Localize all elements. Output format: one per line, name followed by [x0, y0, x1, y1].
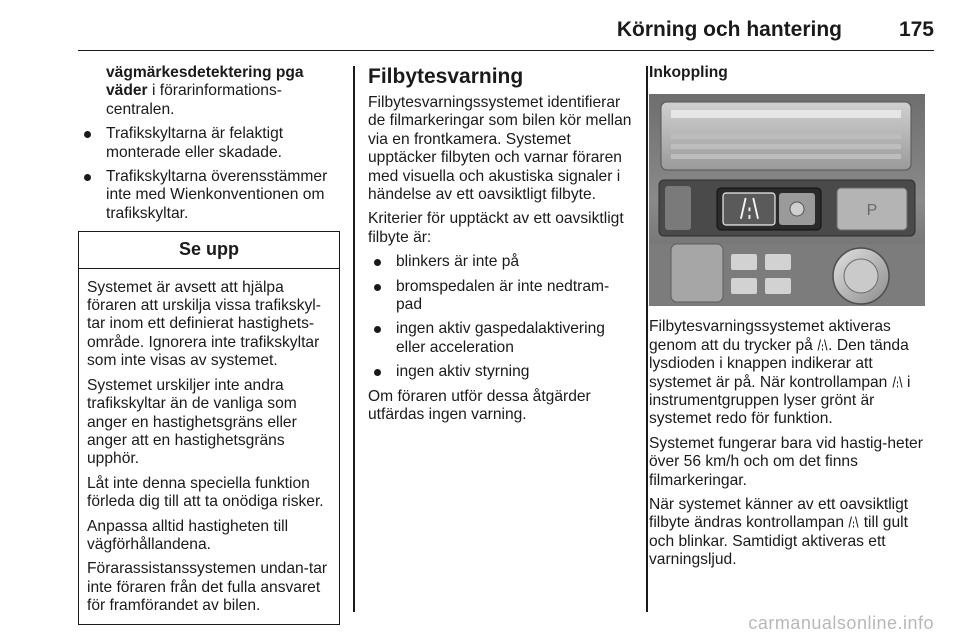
activation-paragraph — [649, 318, 930, 428]
criteria-list — [368, 253, 634, 381]
continuation-bold: vägmärkesdetektering pga väder — [106, 64, 304, 100]
warning-paragraph — [649, 496, 930, 570]
text-segment: i instrumentgruppen lyser grönt är systemet redo för funktion. — [649, 373, 911, 428]
text-segment: till gult och blinkar. Samtidigt aktiveras ett varningsljud. — [649, 514, 908, 569]
subsection-title: Inkoppling — [649, 64, 728, 81]
dashboard-figure — [649, 94, 925, 306]
left-bullet-list — [78, 125, 340, 223]
continuation-text: i förarinformations-centralen. — [106, 82, 282, 118]
speed-paragraph: Systemet fungerar bara vid hastig-heter över 56 km/h och om det finns filmarkeringar. — [649, 434, 923, 489]
page-header — [78, 0, 934, 51]
column-divider-right — [646, 66, 648, 612]
text-segment: . Den tända lysdioden i knappen indikerar att systemet är på. När kontrollampan — [649, 336, 909, 391]
left-column — [78, 64, 340, 625]
caution-paragraph: Systemet är avsett att hjälpa föraren att urskilja vissa trafikskyl-tar inom ett definierat hastighets-område. Ignorera inte trafikskyltar som inte visas av systemet. — [87, 278, 321, 370]
lane-departure-icon — [817, 339, 828, 351]
list-item: Trafikskyltarna överensstämmer inte med Wienkonventionen om trafikskyltar. — [78, 168, 340, 223]
parking-assist-icon: P — [866, 202, 878, 220]
caution-title: Se upp — [79, 232, 339, 268]
caution-paragraph: Låt inte denna speciella funktion förleda dig till att ta onödiga risker. — [87, 474, 324, 511]
watermark: carmanualsonline.info — [748, 613, 934, 633]
list-item: Trafikskyltarna är felaktigt monterade eller skadade. — [78, 125, 340, 162]
right-column — [649, 64, 930, 576]
criteria-intro: Kriterier för upptäckt av ett oavsiktligt filbyte är: — [368, 210, 624, 246]
header-title: Körning och hantering — [616, 18, 842, 41]
caution-body — [79, 269, 339, 624]
text-segment: När systemet känner av ett oavsiktligt filbyte ändras kontrollampan — [649, 496, 909, 532]
caution-paragraph: Systemet urskiljer inte andra trafikskyltar än de vanliga som anger en hastighetsgräns eller anger att en hastighetsgräns upphör. — [87, 376, 297, 468]
lane-departure-icon — [848, 516, 859, 528]
section-title: Filbytesvarning — [368, 65, 524, 88]
list-item: ingen aktiv styrning — [368, 363, 634, 381]
page-number: 175 — [898, 18, 934, 41]
continuation-paragraph — [78, 64, 340, 119]
caution-paragraph: Anpassa alltid hastigheten till vägförhållandena. — [87, 517, 289, 553]
caution-box — [78, 231, 340, 624]
caution-paragraph: Förarassistanssystemen undan-tar inte föraren från det fulla ansvaret för framförandet av bilen. — [87, 560, 328, 615]
lane-departure-icon — [892, 376, 903, 388]
middle-column — [368, 64, 634, 431]
column-divider-left — [353, 66, 355, 612]
text-segment: Filbytesvarningssystemet aktiveras genom att du trycker på — [649, 318, 891, 354]
closing-paragraph: Om föraren utför dessa åtgärder utfärdas ingen varning. — [368, 387, 591, 424]
intro-paragraph: Filbytesvarningssystemet identifierar de filmarkeringar som bilen kör mellan via en frontkamera. Systemet upptäcker filbyten och varnar föraren med visuella och akustiska signaler i händelse av ett oavsiktligt filbyte. — [368, 94, 632, 204]
list-item: blinkers är inte på — [368, 253, 634, 271]
list-item: bromspedalen är inte nedtram-pad — [368, 278, 634, 315]
list-item: ingen aktiv gaspedalaktivering eller acceleration — [368, 320, 634, 357]
